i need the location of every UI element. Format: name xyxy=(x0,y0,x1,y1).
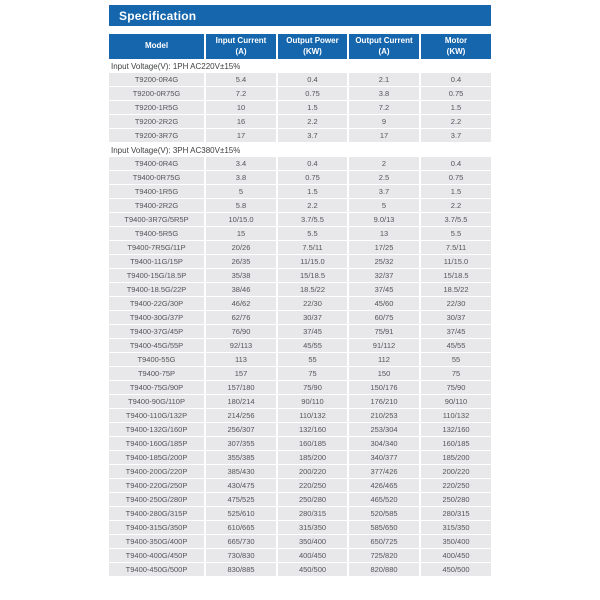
value-cell: 91/112 xyxy=(349,339,419,352)
value-cell: 150 xyxy=(349,367,419,380)
value-cell: 2.2 xyxy=(278,115,347,128)
value-cell: 185/200 xyxy=(421,451,491,464)
value-cell: 37/45 xyxy=(349,283,419,296)
table-row xyxy=(109,171,491,184)
model-cell: T9400-160G/185P xyxy=(109,437,204,450)
value-cell: 2 xyxy=(349,157,419,170)
value-cell: 280/315 xyxy=(278,507,347,520)
value-cell: 450/500 xyxy=(421,563,491,576)
value-cell: 400/450 xyxy=(421,549,491,562)
value-cell: 110/132 xyxy=(421,409,491,422)
model-cell: T9400-5R5G xyxy=(109,227,204,240)
value-cell: 132/160 xyxy=(278,423,347,436)
value-cell: 1.5 xyxy=(278,101,347,114)
value-cell: 132/160 xyxy=(421,423,491,436)
value-cell: 3.7 xyxy=(349,185,419,198)
table-row xyxy=(109,339,491,352)
value-cell: 90/110 xyxy=(421,395,491,408)
table-row xyxy=(109,213,491,226)
value-cell: 5.5 xyxy=(421,227,491,240)
value-cell: 465/520 xyxy=(349,493,419,506)
value-cell: 2.2 xyxy=(421,199,491,212)
value-cell: 0.4 xyxy=(421,73,491,86)
value-cell: 7.5/11 xyxy=(421,241,491,254)
column-header-motor: Motor (KW) xyxy=(421,34,491,59)
value-cell: 304/340 xyxy=(349,437,419,450)
value-cell: 725/820 xyxy=(349,549,419,562)
value-cell: 2.5 xyxy=(349,171,419,184)
table-row xyxy=(109,535,491,548)
value-cell: 15/18.5 xyxy=(278,269,347,282)
value-cell: 15 xyxy=(206,227,276,240)
model-cell: T9400-280G/315P xyxy=(109,507,204,520)
table-row xyxy=(109,493,491,506)
table-row xyxy=(109,381,491,394)
model-cell: T9400-220G/250P xyxy=(109,479,204,492)
value-cell: 355/385 xyxy=(206,451,276,464)
value-cell: 5.8 xyxy=(206,199,276,212)
value-cell: 385/430 xyxy=(206,465,276,478)
value-cell: 92/113 xyxy=(206,339,276,352)
model-cell: T9400-22G/30P xyxy=(109,297,204,310)
value-cell: 180/214 xyxy=(206,395,276,408)
value-cell: 3.7/5.5 xyxy=(421,213,491,226)
value-cell: 157 xyxy=(206,367,276,380)
value-cell: 610/665 xyxy=(206,521,276,534)
table-row xyxy=(109,479,491,492)
value-cell: 7.5/11 xyxy=(278,241,347,254)
value-cell: 17 xyxy=(349,129,419,142)
model-cell: T9400-315G/350P xyxy=(109,521,204,534)
value-cell: 377/426 xyxy=(349,465,419,478)
value-cell: 30/37 xyxy=(421,311,491,324)
value-cell: 55 xyxy=(278,353,347,366)
model-cell: T9400-0R75G xyxy=(109,171,204,184)
column-header-output-current: Output Current (A) xyxy=(349,34,419,59)
value-cell: 75 xyxy=(278,367,347,380)
value-cell: 0.4 xyxy=(278,73,347,86)
value-cell: 13 xyxy=(349,227,419,240)
model-cell: T9200-2R2G xyxy=(109,115,204,128)
value-cell: 150/176 xyxy=(349,381,419,394)
table-row xyxy=(109,395,491,408)
table-row xyxy=(109,563,491,576)
value-cell: 15/18.5 xyxy=(421,269,491,282)
value-cell: 62/76 xyxy=(206,311,276,324)
value-cell: 157/180 xyxy=(206,381,276,394)
value-cell: 110/132 xyxy=(278,409,347,422)
value-cell: 7.2 xyxy=(206,87,276,100)
value-cell: 160/185 xyxy=(421,437,491,450)
value-cell: 650/725 xyxy=(349,535,419,548)
table-row xyxy=(109,311,491,324)
page-title: Specification xyxy=(119,8,197,23)
value-cell: 17 xyxy=(206,129,276,142)
model-cell: T9200-0R4G xyxy=(109,73,204,86)
value-cell: 16 xyxy=(206,115,276,128)
value-cell: 200/220 xyxy=(421,465,491,478)
value-cell: 253/304 xyxy=(349,423,419,436)
table-row xyxy=(109,325,491,338)
value-cell: 17/25 xyxy=(349,241,419,254)
value-cell: 60/75 xyxy=(349,311,419,324)
value-cell: 820/880 xyxy=(349,563,419,576)
value-cell: 18.5/22 xyxy=(421,283,491,296)
value-cell: 426/465 xyxy=(349,479,419,492)
table-row xyxy=(109,409,491,422)
column-header-model: Model xyxy=(109,34,204,59)
value-cell: 250/280 xyxy=(278,493,347,506)
value-cell: 38/46 xyxy=(206,283,276,296)
value-cell: 0.4 xyxy=(421,157,491,170)
value-cell: 11/15.0 xyxy=(278,255,347,268)
model-cell: T9400-90G/110P xyxy=(109,395,204,408)
table-row xyxy=(109,241,491,254)
table-row xyxy=(109,227,491,240)
value-cell: 307/355 xyxy=(206,437,276,450)
value-cell: 730/830 xyxy=(206,549,276,562)
content-wrap xyxy=(109,5,491,576)
model-cell: T9200-1R5G xyxy=(109,101,204,114)
value-cell: 55 xyxy=(421,353,491,366)
table-row xyxy=(109,129,491,142)
table-row xyxy=(109,157,491,170)
value-cell: 340/377 xyxy=(349,451,419,464)
section-banner xyxy=(109,5,491,26)
column-header-input-current: Input Current (A) xyxy=(206,34,276,59)
value-cell: 18.5/22 xyxy=(278,283,347,296)
model-cell: T9400-37G/45P xyxy=(109,325,204,338)
table-row xyxy=(109,269,491,282)
model-cell: T9400-200G/220P xyxy=(109,465,204,478)
value-cell: 37/45 xyxy=(278,325,347,338)
value-cell: 665/730 xyxy=(206,535,276,548)
value-cell: 2.2 xyxy=(421,115,491,128)
value-cell: 200/220 xyxy=(278,465,347,478)
value-cell: 1.5 xyxy=(278,185,347,198)
model-cell: T9400-55G xyxy=(109,353,204,366)
value-cell: 75/90 xyxy=(421,381,491,394)
value-cell: 5.5 xyxy=(278,227,347,240)
table-row xyxy=(109,87,491,100)
value-cell: 9.0/13 xyxy=(349,213,419,226)
value-cell: 256/307 xyxy=(206,423,276,436)
value-cell: 1.5 xyxy=(421,185,491,198)
value-cell: 7.2 xyxy=(349,101,419,114)
value-cell: 45/55 xyxy=(421,339,491,352)
model-cell: T9400-1R5G xyxy=(109,185,204,198)
value-cell: 1.5 xyxy=(421,101,491,114)
model-cell: T9400-0R4G xyxy=(109,157,204,170)
model-cell: T9400-7R5G/11P xyxy=(109,241,204,254)
value-cell: 46/62 xyxy=(206,297,276,310)
value-cell: 11/15.0 xyxy=(421,255,491,268)
value-cell: 250/280 xyxy=(421,493,491,506)
value-cell: 32/37 xyxy=(349,269,419,282)
value-cell: 214/256 xyxy=(206,409,276,422)
table-row xyxy=(109,549,491,562)
table-row xyxy=(109,115,491,128)
value-cell: 75/91 xyxy=(349,325,419,338)
value-cell: 5.4 xyxy=(206,73,276,86)
value-cell: 210/253 xyxy=(349,409,419,422)
value-cell: 520/585 xyxy=(349,507,419,520)
section-label: Input Voltage(V): 3PH AC380V±15% xyxy=(111,145,241,155)
table-row xyxy=(109,437,491,450)
model-cell: T9400-250G/280P xyxy=(109,493,204,506)
value-cell: 37/45 xyxy=(421,325,491,338)
value-cell: 0.75 xyxy=(421,87,491,100)
value-cell: 220/250 xyxy=(421,479,491,492)
model-cell: T9400-2R2G xyxy=(109,199,204,212)
value-cell: 400/450 xyxy=(278,549,347,562)
model-cell: T9400-15G/18.5P xyxy=(109,269,204,282)
value-cell: 430/475 xyxy=(206,479,276,492)
value-cell: 176/210 xyxy=(349,395,419,408)
value-cell: 585/650 xyxy=(349,521,419,534)
section-label: Input Voltage(V): 1PH AC220V±15% xyxy=(111,61,241,71)
table-row xyxy=(109,73,491,86)
value-cell: 22/30 xyxy=(421,297,491,310)
value-cell: 26/35 xyxy=(206,255,276,268)
value-cell: 450/500 xyxy=(278,563,347,576)
value-cell: 0.75 xyxy=(278,171,347,184)
value-cell: 113 xyxy=(206,353,276,366)
column-header-output-power: Output Power (KW) xyxy=(278,34,347,59)
model-cell: T9400-75G/90P xyxy=(109,381,204,394)
value-cell: 3.4 xyxy=(206,157,276,170)
value-cell: 90/110 xyxy=(278,395,347,408)
table-row xyxy=(109,465,491,478)
table-row xyxy=(109,101,491,114)
value-cell: 22/30 xyxy=(278,297,347,310)
table-row xyxy=(109,283,491,296)
model-cell: T9400-3R7G/5R5P xyxy=(109,213,204,226)
value-cell: 30/37 xyxy=(278,311,347,324)
value-cell: 20/26 xyxy=(206,241,276,254)
value-cell: 475/525 xyxy=(206,493,276,506)
value-cell: 10/15.0 xyxy=(206,213,276,226)
value-cell: 2.2 xyxy=(278,199,347,212)
value-cell: 9 xyxy=(349,115,419,128)
value-cell: 280/315 xyxy=(421,507,491,520)
model-cell: T9200-0R75G xyxy=(109,87,204,100)
model-cell: T9400-132G/160P xyxy=(109,423,204,436)
value-cell: 350/400 xyxy=(421,535,491,548)
value-cell: 25/32 xyxy=(349,255,419,268)
table-row xyxy=(109,353,491,366)
value-cell: 220/250 xyxy=(278,479,347,492)
model-cell: T9400-75P xyxy=(109,367,204,380)
model-cell: T9200-3R7G xyxy=(109,129,204,142)
value-cell: 75/90 xyxy=(278,381,347,394)
table-header-row xyxy=(109,34,491,59)
value-cell: 3.7 xyxy=(278,129,347,142)
value-cell: 2.1 xyxy=(349,73,419,86)
model-cell: T9400-450G/500P xyxy=(109,563,204,576)
value-cell: 3.7/5.5 xyxy=(278,213,347,226)
value-cell: 315/350 xyxy=(421,521,491,534)
value-cell: 10 xyxy=(206,101,276,114)
table-row xyxy=(109,367,491,380)
table-row xyxy=(109,297,491,310)
table-row xyxy=(109,423,491,436)
value-cell: 76/90 xyxy=(206,325,276,338)
value-cell: 3.8 xyxy=(349,87,419,100)
model-cell: T9400-185G/200P xyxy=(109,451,204,464)
value-cell: 3.8 xyxy=(206,171,276,184)
table-row xyxy=(109,199,491,212)
value-cell: 350/400 xyxy=(278,535,347,548)
value-cell: 0.75 xyxy=(278,87,347,100)
value-cell: 160/185 xyxy=(278,437,347,450)
value-cell: 45/60 xyxy=(349,297,419,310)
table-row xyxy=(109,521,491,534)
value-cell: 5 xyxy=(349,199,419,212)
value-cell: 0.75 xyxy=(421,171,491,184)
table-row xyxy=(109,451,491,464)
value-cell: 75 xyxy=(421,367,491,380)
value-cell: 0.4 xyxy=(278,157,347,170)
specification-table xyxy=(109,34,491,576)
table-row xyxy=(109,185,491,198)
value-cell: 112 xyxy=(349,353,419,366)
table-body xyxy=(109,59,491,576)
value-cell: 3.7 xyxy=(421,129,491,142)
value-cell: 185/200 xyxy=(278,451,347,464)
table-row xyxy=(109,507,491,520)
value-cell: 830/885 xyxy=(206,563,276,576)
value-cell: 5 xyxy=(206,185,276,198)
value-cell: 45/55 xyxy=(278,339,347,352)
model-cell: T9400-350G/400P xyxy=(109,535,204,548)
model-cell: T9400-400G/450P xyxy=(109,549,204,562)
model-cell: T9400-110G/132P xyxy=(109,409,204,422)
model-cell: T9400-18.5G/22P xyxy=(109,283,204,296)
value-cell: 315/350 xyxy=(278,521,347,534)
table-row xyxy=(109,255,491,268)
model-cell: T9400-30G/37P xyxy=(109,311,204,324)
value-cell: 525/610 xyxy=(206,507,276,520)
value-cell: 35/38 xyxy=(206,269,276,282)
model-cell: T9400-45G/55P xyxy=(109,339,204,352)
model-cell: T9400-11G/15P xyxy=(109,255,204,268)
